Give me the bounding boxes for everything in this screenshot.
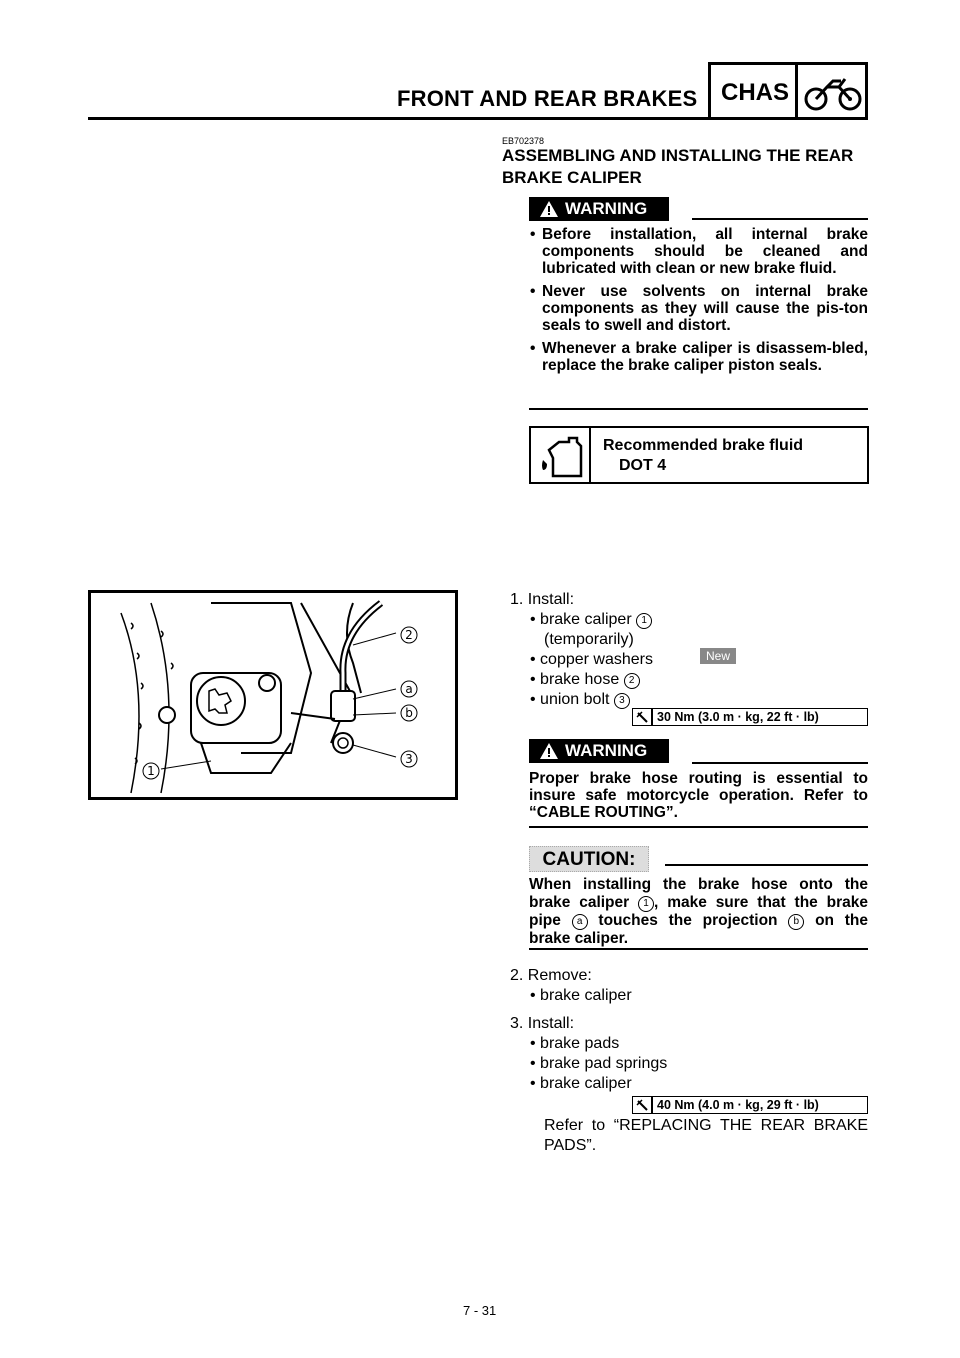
step-item: brake caliper [540,1075,632,1092]
step-action: Remove: [527,967,592,984]
section-code: EB702378 [502,136,545,146]
warning-badge [529,197,669,221]
fluid-label: Recommended brake fluid [603,437,804,454]
step-3-note: Refer to “REPLACING THE REAR BRAKE PADS”. [544,1117,868,1154]
step-action: Install: [527,591,575,608]
wrench-icon [636,711,649,724]
warning-end-rule [529,826,868,828]
callout-3: 3 [405,752,413,766]
caution-part: touches the projection [598,912,778,929]
step-item: brake caliper [540,611,632,628]
step-item: copper washers [540,651,653,668]
caution-end-rule [529,948,868,950]
step-number: 1. [510,591,524,608]
warning-label: WARNING [565,199,648,218]
step-number: 3. [510,1015,524,1032]
step-action: Install: [527,1015,575,1032]
warning-icon [539,200,559,218]
recommended-fluid-box [529,426,869,484]
callout-1: 1 [147,764,155,778]
caliper-figure [88,590,458,800]
callout-a: a [405,682,413,696]
step-item: brake pad springs [540,1055,668,1072]
caliper-illustration [91,593,455,797]
fluid-text [603,436,803,476]
callout-2: 2 [405,628,413,642]
step-1: 1. Install: • brake caliper 1 (temporarily) • copper washers • brake hose 2 • union bolt 3 [510,591,653,708]
torque-divider [651,1097,653,1113]
fluid-value: DOT 4 [619,457,667,474]
torque-value: 30 Nm (3.0 m · kg, 22 ft · lb) [657,710,819,724]
warning-rule [692,762,868,764]
ref-a: a [572,914,588,930]
step-item: brake caliper [540,987,632,1004]
caution-part: on the brake caliper. [529,912,869,947]
new-badge: New [700,648,736,664]
torque-divider [651,709,653,725]
section-badge [708,62,868,120]
step-item-note: (temporarily) [544,631,634,648]
motorcycle-icon [803,75,863,111]
step-3: 3. Install: • brake pads • brake pad springs • brake caliper [510,1015,668,1092]
callout-b: b [405,706,413,720]
step-item: brake hose [540,671,620,688]
ref-2: 2 [624,673,640,689]
caution-part: , make sure that the brake pipe [529,894,868,929]
torque-spec [632,708,868,726]
step-number: 2. [510,967,524,984]
warning-rule [692,218,868,220]
warning-bullet: • Before installation, all internal brake components should be cleaned and lubricated with clean or new brake fluid. [542,226,868,277]
torque-spec [632,1096,868,1114]
ref-3: 3 [614,693,630,709]
warning-label: WARNING [565,741,648,760]
header-title: FRONT AND REAR BRAKES [397,86,698,111]
badge-divider [795,65,798,117]
ref-1: 1 [636,613,652,629]
page-number: 7 - 31 [463,1303,497,1318]
warning-list [542,226,868,380]
caution-text [529,876,868,948]
warning-badge-2 [529,739,669,763]
warning-end-rule [529,408,868,410]
header-rule [88,117,708,120]
section-title: ASSEMBLING AND INSTALLING THE REAR BRAKE CALIPER [502,146,854,187]
warning-bullet: • Whenever a brake caliper is disassem-bled, replace the brake caliper piston seals. [542,340,868,374]
caution-part: When installing the brake hose onto the brake caliper [529,876,868,911]
warning-icon [539,742,559,760]
warning-bullet: • Never use solvents on internal brake components as they will cause the pis-ton seals to swell and distort. [542,283,868,334]
section-badge-label: CHAS [721,79,790,106]
wrench-icon [636,1099,649,1112]
warning-text: Proper brake hose routing is essential to insure safe motorcycle operation. Refer to “CABLE ROUTING”. [529,770,868,821]
step-item: union bolt [540,691,610,708]
ref-1: 1 [638,896,654,912]
step-item: brake pads [540,1035,620,1052]
ref-b: b [788,914,804,930]
caution-badge: CAUTION: [529,846,649,872]
step-2: 2. Remove: • brake caliper [510,967,632,1004]
fluid-divider [589,428,591,482]
oil-can-icon [535,432,585,478]
caution-rule [665,864,868,866]
torque-value: 40 Nm (4.0 m · kg, 29 ft · lb) [657,1098,819,1112]
